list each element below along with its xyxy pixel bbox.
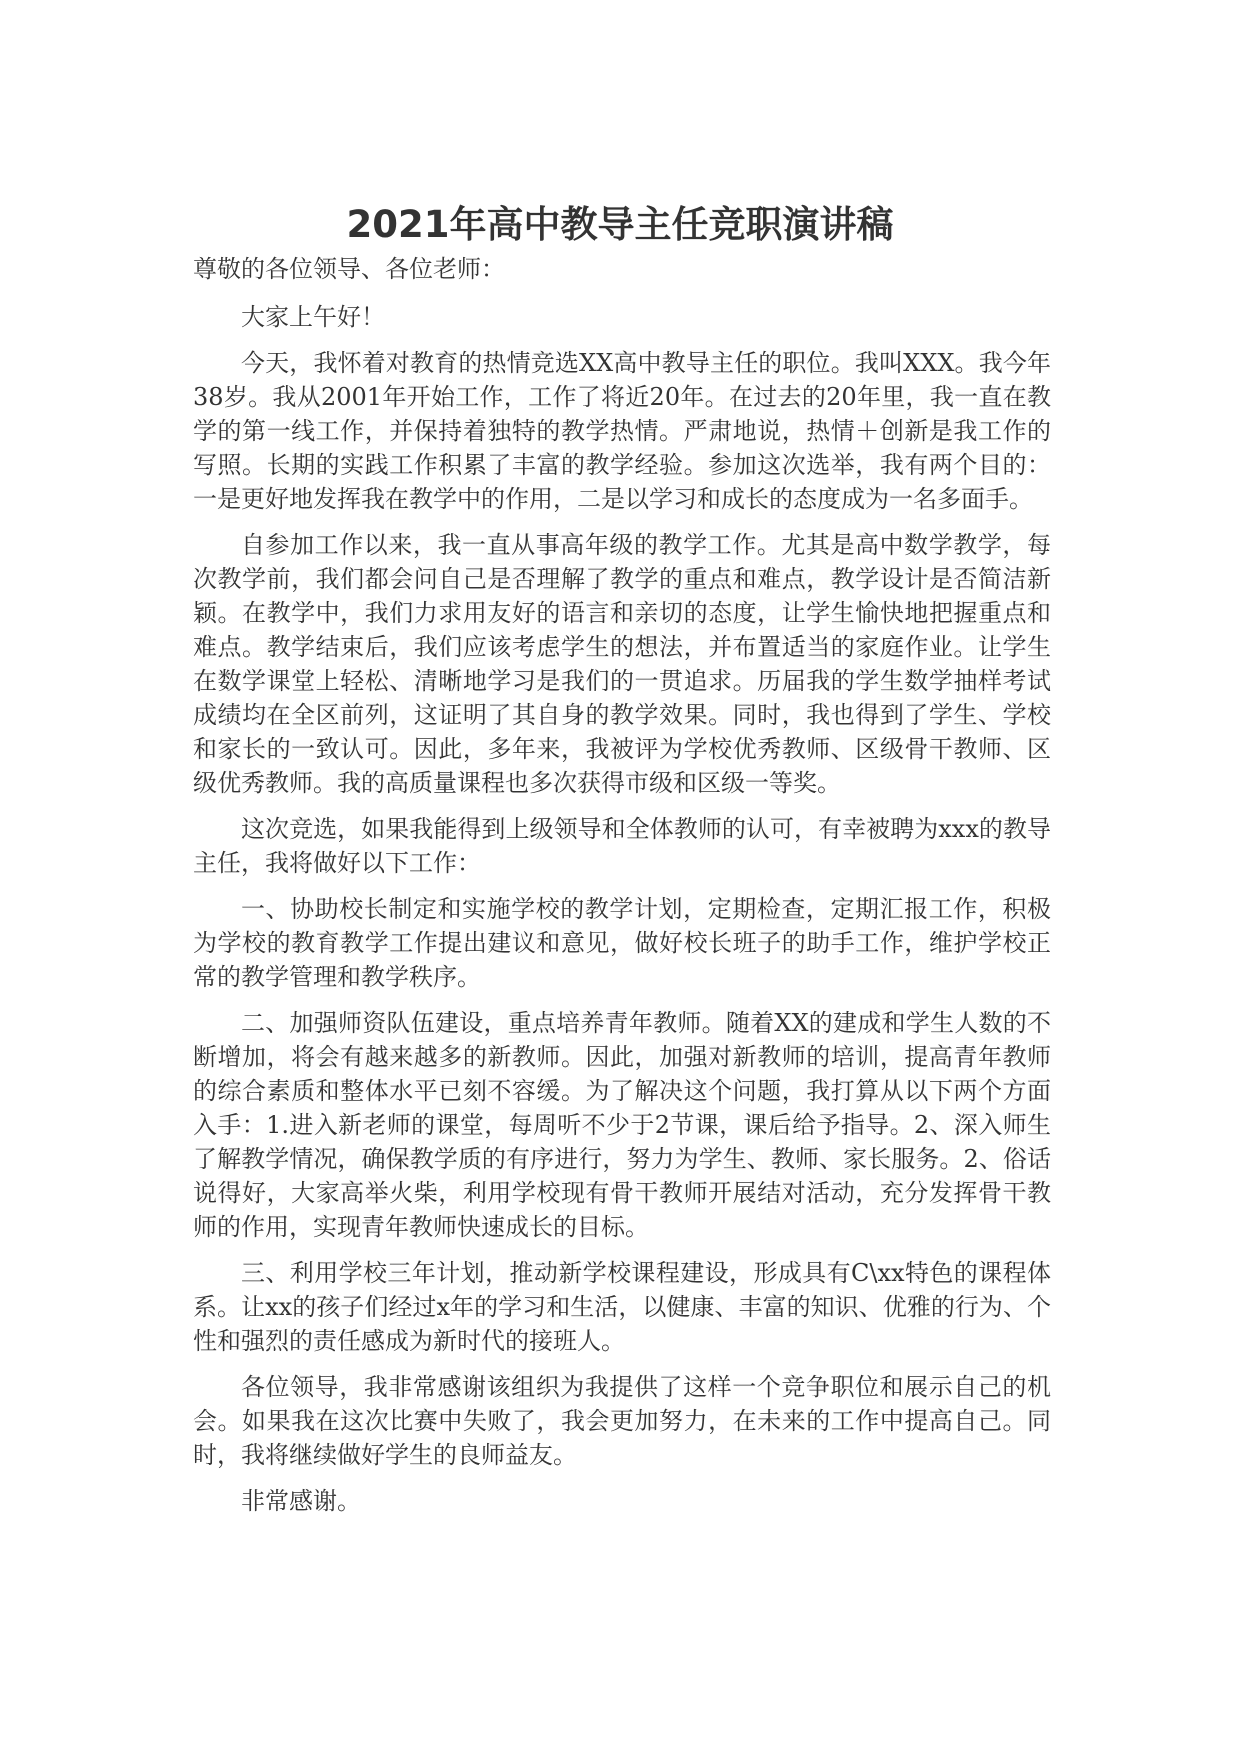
paragraph-experience: 自参加工作以来，我一直从事高年级的教学工作。尤其是高中数学教学，每次教学前，我们都会问自己是否理解了教学的重点和难点，教学设计是否简洁新颖。在教学中，我们力求用友好的语言和亲切的态度，让学生愉快地把握重点和难点。教学结束后，我们应该考虑学生的想法，并布置适当的家庭作业。让学生在数学课堂上轻松、清晰地学习是我们的一贯追求。历届我的学生数学抽样考试成绩均在全区前列，这证明了其自身的教学效果。同时，我也得到了学生、学校和家长的一致认可。因此，多年来，我被评为学校优秀教师、区级骨干教师、区级优秀教师。我的高质量课程也多次获得市级和区级一等奖。 bbox=[193, 531, 1051, 797]
paragraph-greeting: 大家上午好！ bbox=[241, 303, 385, 331]
paragraph-thanks: 非常感谢。 bbox=[241, 1487, 361, 1515]
paragraph-introduction: 今天，我怀着对教育的热情竞选XX高中教导主任的职位。我叫XXX。我今年38岁。我从2001年开始工作，工作了将近20年。在过去的20年里，我一直在教学的第一线工作，并保持着独特的教学热情。严肃地说，热情＋创新是我工作的写照。长期的实践工作积累了丰富的教学经验。参加这次选举，我有两个目的：一是更好地发挥我在教学中的作用，二是以学习和成长的态度成为一名多面手。 bbox=[193, 349, 1051, 513]
paragraph-closing: 各位领导，我非常感谢该组织为我提供了这样一个竞争职位和展示自己的机会。如果我在这次比赛中失败了，我会更加努力，在未来的工作中提高自己。同时，我将继续做好学生的良师益友。 bbox=[193, 1373, 1051, 1469]
salutation: 尊敬的各位领导、各位老师： bbox=[193, 255, 505, 283]
paragraph-plan-intro: 这次竞选，如果我能得到上级领导和全体教师的认可，有幸被聘为xxx的教导主任，我将做好以下工作： bbox=[193, 815, 1051, 877]
paragraph-plan-one: 一、协助校长制定和实施学校的教学计划，定期检查，定期汇报工作，积极为学校的教育教学工作提出建议和意见，做好校长班子的助手工作，维护学校正常的教学管理和教学秩序。 bbox=[193, 895, 1051, 991]
paragraph-plan-two: 二、加强师资队伍建设，重点培养青年教师。随着XX的建成和学生人数的不断增加，将会有越来越多的新教师。因此，加强对新教师的培训，提高青年教师的综合素质和整体水平已刻不容缓。为了解决这个问题，我打算从以下两个方面入手：1.进入新老师的课堂，每周听不少于2节课，课后给予指导。2、深入师生了解教学情况，确保教学质的有序进行，努力为学生、教师、家长服务。2、俗话说得好，大家高举火柴，利用学校现有骨干教师开展结对活动，充分发挥骨干教师的作用，实现青年教师快速成长的目标。 bbox=[193, 1009, 1051, 1241]
document-title: 2021年高中教导主任竞职演讲稿 bbox=[346, 203, 894, 246]
document-body bbox=[193, 252, 1051, 1530]
paragraph-plan-three: 三、利用学校三年计划，推动新学校课程建设，形成具有C\xx特色的课程体系。让xx的孩子们经过x年的学习和生活，以健康、丰富的知识、优雅的行为、个性和强烈的责任感成为新时代的接班人。 bbox=[193, 1259, 1051, 1355]
